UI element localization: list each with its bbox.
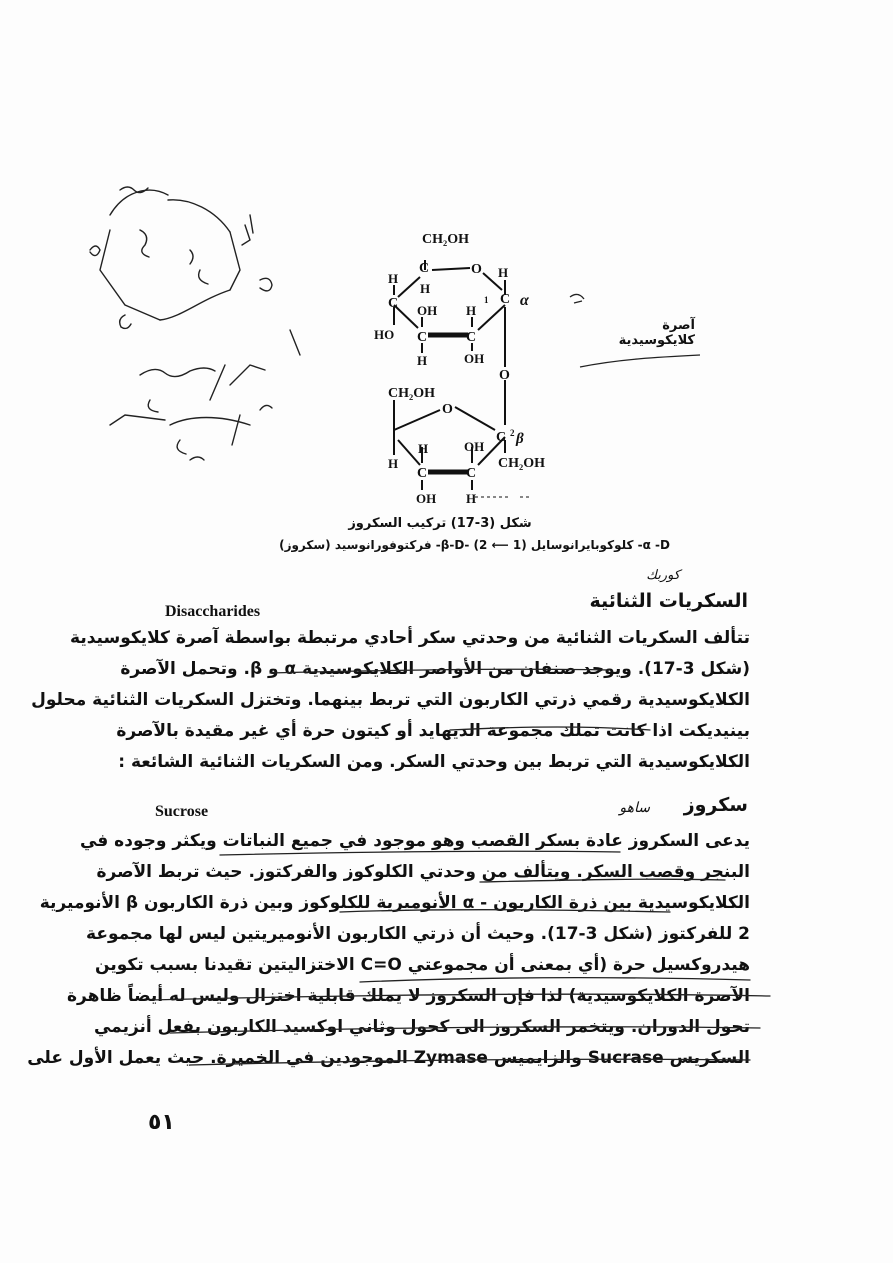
paragraph-line: الكلايكوسيدية بين ذرة الكاربون - α الأنوميرية للكلوكوز وبين ذرة الكاربون β الأنوميرية <box>39 893 750 913</box>
paragraph-line: الكلايكوسيدية التي تربط بين وحدتي السكر. ومن السكريات الثنائية الشائعة : <box>118 752 750 772</box>
atom-c3-glucose: C <box>417 330 428 345</box>
figure-handwritten-marks <box>560 285 710 375</box>
paragraph-line: السكريس Sucrase والزايميس Zymase الموجودين في الخميرة. حيث يعمل الأول على <box>27 1048 750 1068</box>
paragraph-line: (شكل 3-17). ويوجد صنفان من الأواصر الكلايكوسيدية α و β. وتحمل الآصرة <box>120 659 750 679</box>
atom-oh-c4-fructose: OH <box>416 491 437 506</box>
section1-title-en: Disaccharides <box>165 603 261 620</box>
figure-formula: α -D- كلوكوبايرانوسايل (1 ⟵ 2) -β-D- فركتوفورانوسيد (سكروز) <box>279 538 670 552</box>
atom-c2-glucose: C <box>466 330 477 345</box>
atom-c4-fructose: C <box>417 466 428 481</box>
atom-c2-fructose: C <box>496 430 507 445</box>
paragraph-line: هيدروكسيل حرة (أي بمعنى أن مجموعتي C=O الاختزاليتين تقيدنا بسبب تكوين <box>95 955 750 975</box>
atom-h3-glucose: H <box>417 353 428 368</box>
paragraph-line: تحول الدوران. ويتخمر السكروز الى كحول وثاني اوكسيد الكاربون بفعل أنزيمي <box>93 1017 750 1037</box>
alpha-label: α <box>520 292 529 309</box>
atom-c4-glucose: C <box>388 296 399 311</box>
paragraph-line: 2 للفركتوز (شكل 3-17). وحيث أن ذرتي الكاربون الأنوميريتين ليس لها مجموعة <box>86 924 750 944</box>
atom-ho-glucose: HO <box>374 327 395 342</box>
atom-ch2oh-mid: CH₂OH <box>388 386 435 401</box>
handwritten-note-section1: كوربك <box>646 568 680 583</box>
atom-h5-glucose: H <box>420 281 431 296</box>
atom-oh-c2-glucose: OH <box>464 351 485 366</box>
atom-h-c3-fructose: H <box>466 491 477 506</box>
page-number: ٥١ <box>148 1110 175 1135</box>
sucrose-structure-figure <box>360 225 580 510</box>
section2-title-ar: سكروز <box>683 794 748 816</box>
paragraph-line: الآصرة الكلايكوسيدية) لذا فإن السكروز لا يملك قابلية اختزال وليس له أيضاً ظاهرة <box>66 986 750 1006</box>
atom-h-fructose-b: H <box>388 456 399 471</box>
paragraph-line: يدعى السكروز عادة بسكر القصب وهو موجود في جميع النباتات ويكثر وجوده في <box>79 831 750 851</box>
paragraph-line: البنجر وقصب السكر. ويتألف من وحدتي الكلوكوز والفركتوز. حيث تربط الآصرة <box>96 862 750 882</box>
paragraph-line: الكلايكوسيدية رقمي ذرتي الكاربون التي تربط بينهما. وتختزل السكريات الثنائية محلول <box>31 690 750 710</box>
atom-oh-fructose: OH <box>464 439 485 454</box>
atom-number-two: 2 <box>510 428 515 438</box>
section1-title-ar: السكريات الثنائية <box>589 590 748 612</box>
atom-glycosidic-o: O <box>499 368 510 383</box>
atom-c5: C <box>419 261 430 276</box>
atom-c1-glucose: C <box>500 292 511 307</box>
section2-title-en: Sucrose <box>155 803 209 820</box>
atom-c3-fructose: C <box>466 466 477 481</box>
atom-h1-glucose: H <box>498 265 509 280</box>
atom-ring-o-fructose: O <box>442 402 453 417</box>
atom-h2-glucose: H <box>466 303 477 318</box>
atom-ring-o-glucose: O <box>471 262 482 277</box>
glycosidic-bond-label: آصرة كلايكوسيدية <box>618 318 695 348</box>
atom-h-fructose-a: H <box>418 441 429 456</box>
atom-number-one: 1 <box>484 295 489 305</box>
atom-ch2oh-top: CH₂OH <box>422 232 469 247</box>
atom-h4-glucose: H <box>388 271 399 286</box>
atom-ch2oh-right: CH₂OH <box>498 456 545 471</box>
atom-oh-c3-glucose: OH <box>417 303 438 318</box>
handwritten-underlines <box>27 640 770 1080</box>
handwritten-note-section2: ساهو <box>619 800 650 816</box>
handwritten-sketch <box>80 170 280 480</box>
paragraph-line: تتألف السكريات الثنائية من وحدتي سكر أحادي مرتبطة بواسطة آصرة كلايكوسيدية <box>70 628 750 648</box>
figure-caption: شكل (3-17) تركيب السكروز <box>348 516 532 531</box>
beta-label: β <box>516 431 524 447</box>
paragraph-line: بينيديكت اذا كانت تملك مجموعة الديهايد أو كيتون حرة أي غير مقيدة بالآصرة <box>116 721 750 741</box>
